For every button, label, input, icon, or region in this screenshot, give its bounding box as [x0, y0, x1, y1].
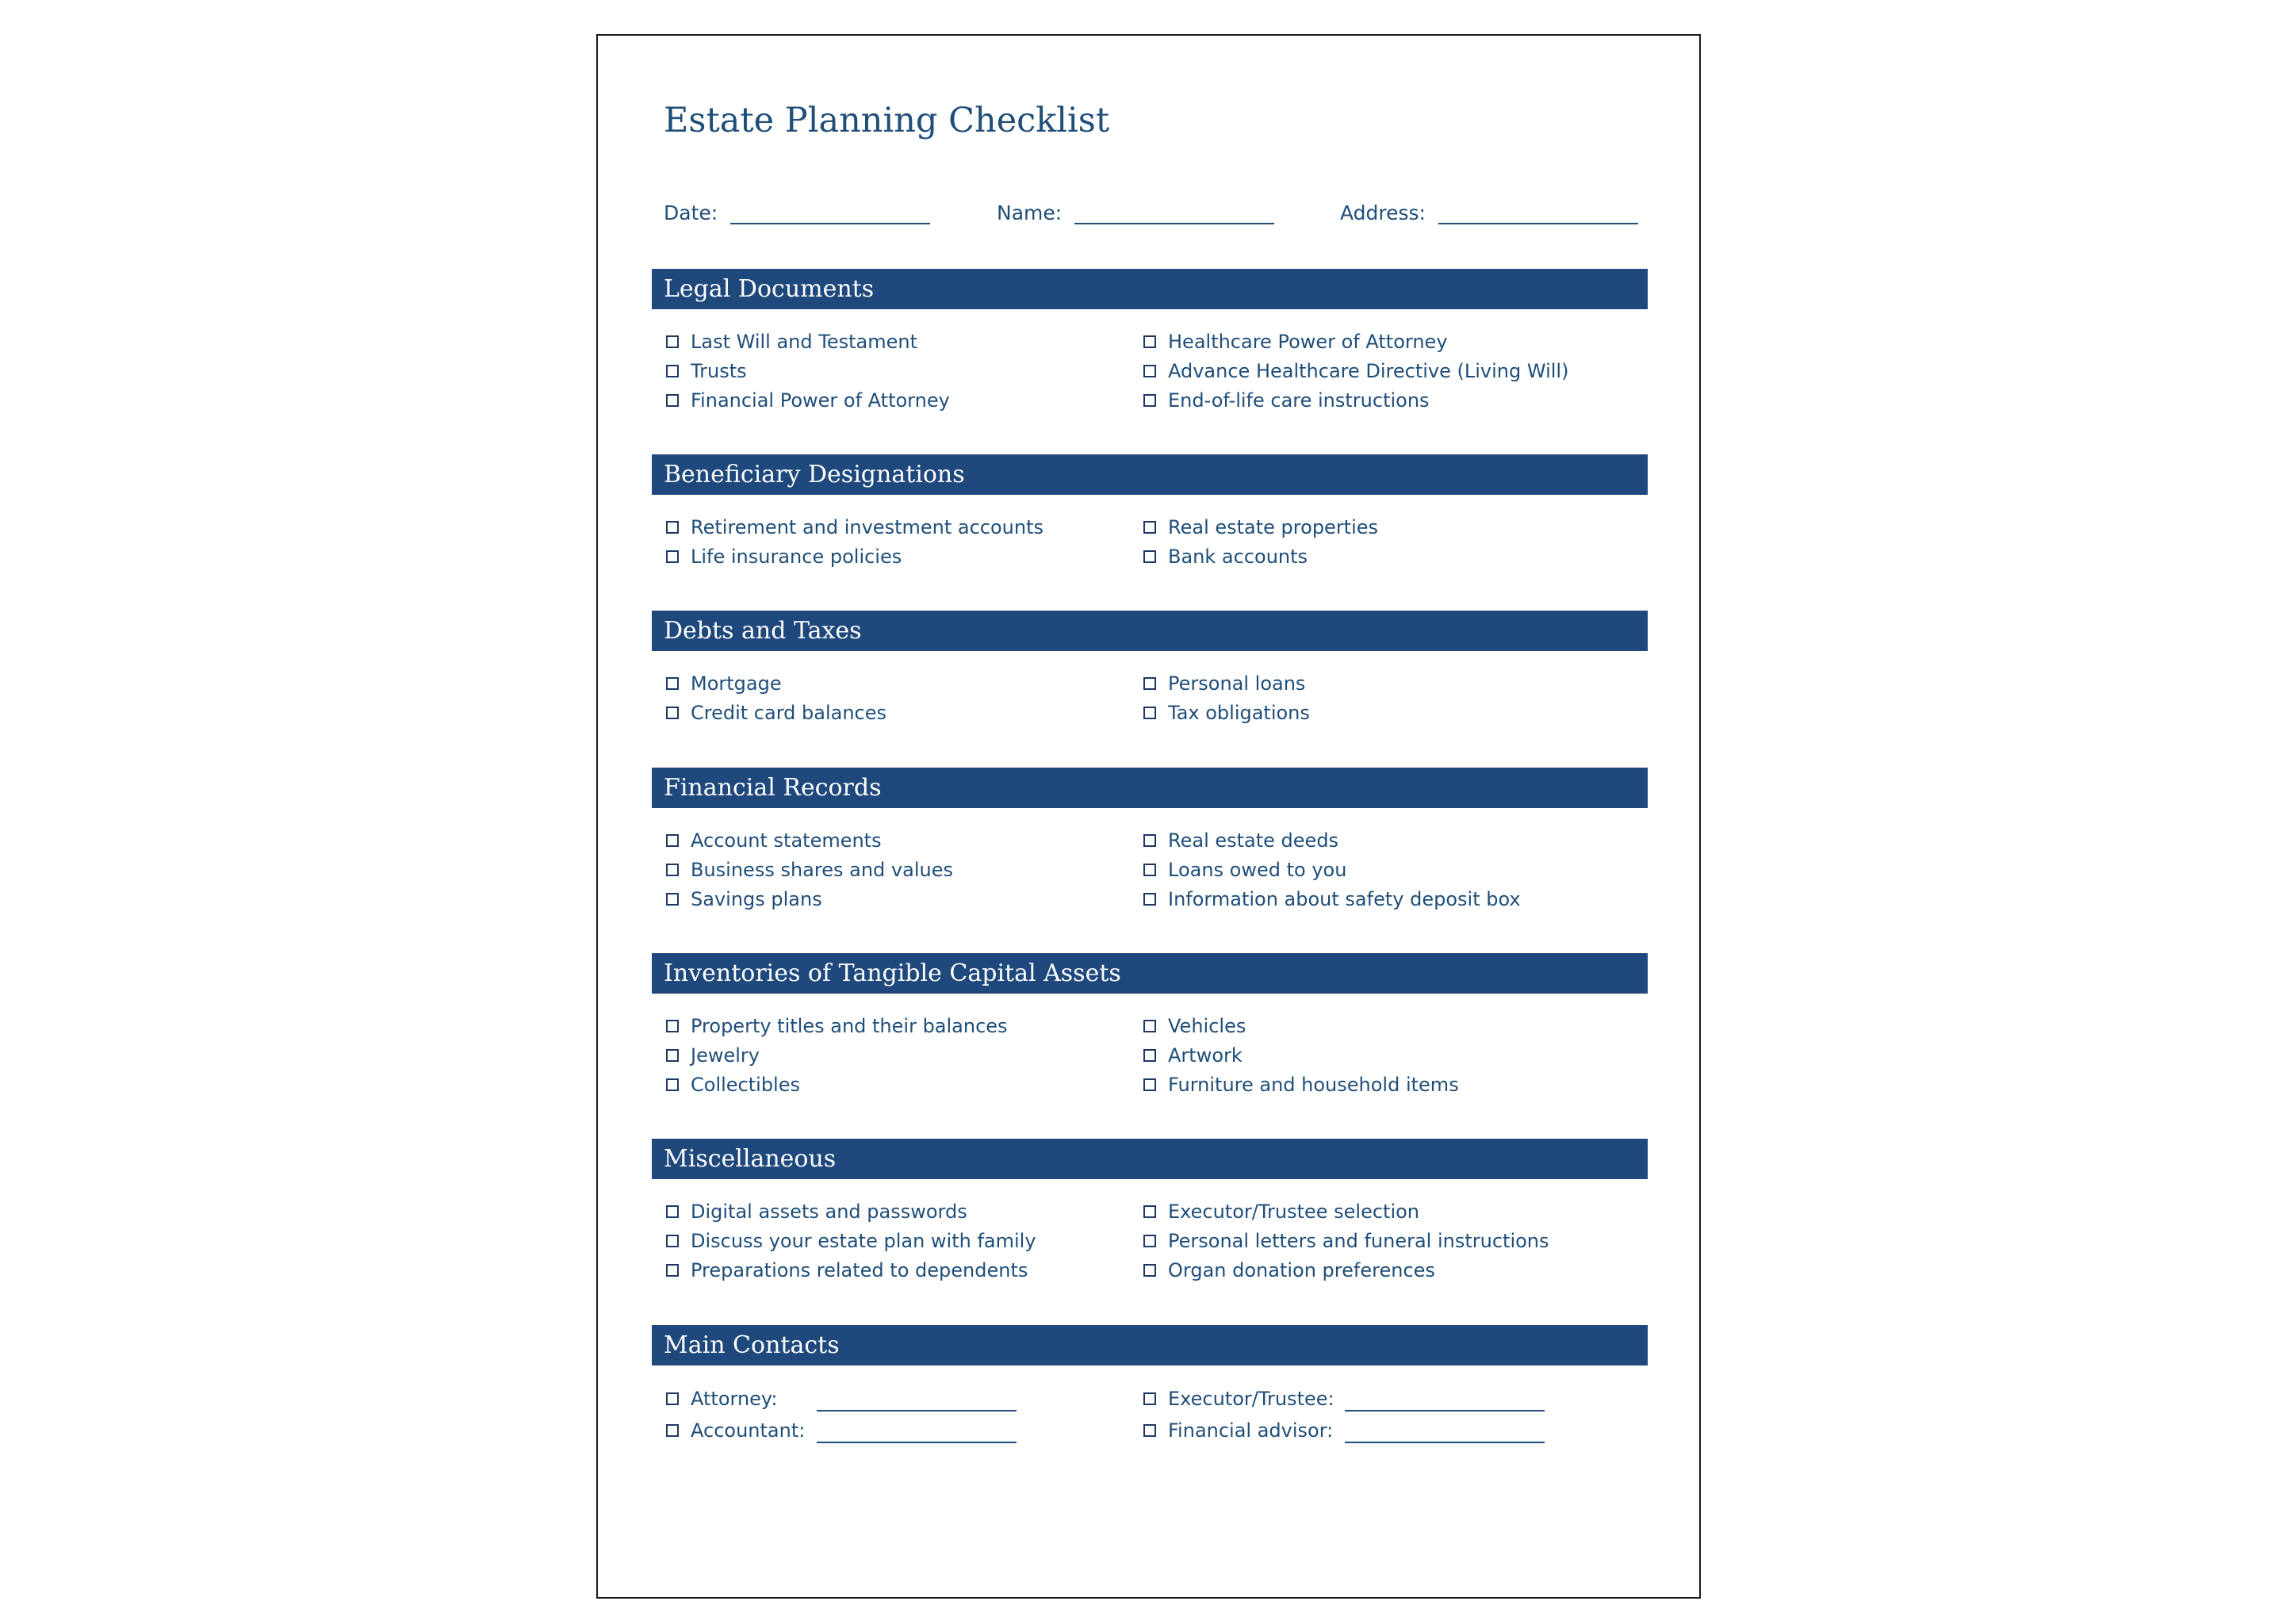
checklist-item[interactable]: Retirement and investment accounts: [666, 512, 1143, 542]
contact-executor-trustee[interactable]: Executor/Trustee:: [1143, 1383, 1619, 1415]
section-beneficiary-designations: [652, 454, 1648, 571]
checkbox-icon[interactable]: [1143, 394, 1156, 407]
checklist-item[interactable]: Personal loans: [1143, 668, 1619, 698]
checkbox-icon[interactable]: [666, 1424, 679, 1437]
checkbox-icon[interactable]: [666, 1392, 679, 1405]
section-financial-records: [652, 768, 1648, 914]
document-page: [596, 34, 1701, 1599]
checkbox-icon[interactable]: [1143, 707, 1156, 719]
checklist-item[interactable]: Digital assets and passwords: [666, 1197, 1143, 1226]
checkbox-icon[interactable]: [1143, 1078, 1156, 1091]
section-debts-and-taxes: [652, 611, 1648, 727]
page-title: Estate Planning Checklist: [664, 101, 1110, 140]
date-field: [664, 201, 930, 224]
checkbox-icon[interactable]: [666, 1264, 679, 1277]
checkbox-icon[interactable]: [1143, 1205, 1156, 1218]
checkbox-icon[interactable]: [1143, 550, 1156, 563]
accountant-line[interactable]: [817, 1419, 1017, 1443]
section-miscellaneous: [652, 1139, 1648, 1285]
checkbox-icon[interactable]: [1143, 834, 1156, 847]
checkbox-icon[interactable]: [666, 864, 679, 876]
checkbox-icon[interactable]: [666, 1020, 679, 1032]
checkbox-icon[interactable]: [666, 707, 679, 719]
checkbox-icon[interactable]: [1143, 893, 1156, 906]
section-header: [652, 1325, 1648, 1365]
section-main-contacts: [652, 1325, 1648, 1446]
section-legal-documents: [652, 269, 1648, 415]
name-label: Name:: [997, 201, 1063, 224]
checklist-item[interactable]: Business shares and values: [666, 855, 1143, 884]
checkbox-icon[interactable]: [1143, 1235, 1156, 1247]
checkbox-icon[interactable]: [666, 394, 679, 407]
section-header: [652, 953, 1648, 994]
checklist-item[interactable]: Credit card balances: [666, 698, 1143, 727]
section-header: [652, 611, 1648, 651]
header-fields: [664, 201, 1647, 232]
section-title: Debts and Taxes: [664, 617, 862, 645]
checklist-item[interactable]: Furniture and household items: [1143, 1070, 1619, 1099]
checklist-item[interactable]: End-of-life care instructions: [1143, 385, 1619, 415]
date-line[interactable]: [730, 201, 930, 224]
checklist-item[interactable]: Savings plans: [666, 884, 1143, 914]
checklist-item[interactable]: Bank accounts: [1143, 542, 1619, 571]
checklist-item[interactable]: Vehicles: [1143, 1011, 1619, 1040]
contact-financial-advisor[interactable]: Financial advisor:: [1143, 1415, 1619, 1446]
checklist-item[interactable]: Personal letters and funeral instructions: [1143, 1226, 1619, 1255]
checkbox-icon[interactable]: [1143, 1264, 1156, 1277]
checklist-item[interactable]: Last Will and Testament: [666, 327, 1143, 356]
checkbox-icon[interactable]: [1143, 335, 1156, 348]
name-line[interactable]: [1074, 201, 1274, 224]
checkbox-icon[interactable]: [666, 550, 679, 563]
checklist-item[interactable]: Healthcare Power of Attorney: [1143, 327, 1619, 356]
checklist-item[interactable]: Organ donation preferences: [1143, 1255, 1619, 1285]
checklist-item[interactable]: Trusts: [666, 356, 1143, 385]
checkbox-icon[interactable]: [666, 1205, 679, 1218]
checkbox-icon[interactable]: [666, 1049, 679, 1062]
address-field: [1340, 201, 1638, 224]
checklist-item[interactable]: Preparations related to dependents: [666, 1255, 1143, 1285]
checklist-item[interactable]: Collectibles: [666, 1070, 1143, 1099]
section-title: Legal Documents: [664, 275, 875, 303]
checklist-item[interactable]: Loans owed to you: [1143, 855, 1619, 884]
checklist-item[interactable]: Account statements: [666, 825, 1143, 855]
checklist-item[interactable]: Information about safety deposit box: [1143, 884, 1619, 914]
checkbox-icon[interactable]: [1143, 1049, 1156, 1062]
section-header: [652, 454, 1648, 495]
checkbox-icon[interactable]: [666, 677, 679, 690]
financial-advisor-line[interactable]: [1345, 1419, 1545, 1443]
checkbox-icon[interactable]: [1143, 1424, 1156, 1437]
name-field: [997, 201, 1274, 224]
checklist-item[interactable]: Discuss your estate plan with family: [666, 1226, 1143, 1255]
checkbox-icon[interactable]: [666, 521, 679, 534]
section-title: Main Contacts: [664, 1331, 840, 1359]
checkbox-icon[interactable]: [666, 1078, 679, 1091]
checklist-item[interactable]: Mortgage: [666, 668, 1143, 698]
section-title: Inventories of Tangible Capital Assets: [664, 959, 1121, 987]
executor-trustee-line[interactable]: [1345, 1388, 1545, 1411]
checkbox-icon[interactable]: [666, 834, 679, 847]
section-title: Financial Records: [664, 774, 882, 802]
checklist-item[interactable]: Tax obligations: [1143, 698, 1619, 727]
checklist-item[interactable]: Advance Healthcare Directive (Living Will): [1143, 356, 1619, 385]
section-header: [652, 269, 1648, 309]
attorney-line[interactable]: [817, 1388, 1017, 1411]
checklist-item[interactable]: Artwork: [1143, 1040, 1619, 1070]
section-header: [652, 1139, 1648, 1179]
section-inventories: [652, 953, 1648, 1099]
checklist-item[interactable]: Real estate properties: [1143, 512, 1619, 542]
checkbox-icon[interactable]: [1143, 677, 1156, 690]
address-line[interactable]: [1438, 201, 1638, 224]
section-header: [652, 768, 1648, 808]
checkbox-icon[interactable]: [1143, 365, 1156, 377]
contact-accountant[interactable]: Accountant:: [666, 1415, 1143, 1446]
address-label: Address:: [1340, 201, 1426, 224]
checkbox-icon[interactable]: [666, 365, 679, 377]
checklist-item[interactable]: Life insurance policies: [666, 542, 1143, 571]
checklist-item[interactable]: Jewelry: [666, 1040, 1143, 1070]
checkbox-icon[interactable]: [666, 1235, 679, 1247]
checklist-item[interactable]: Financial Power of Attorney: [666, 385, 1143, 415]
checkbox-icon[interactable]: [1143, 1392, 1156, 1405]
checkbox-icon[interactable]: [666, 335, 679, 348]
checklist-item[interactable]: Executor/Trustee selection: [1143, 1197, 1619, 1226]
section-title: Beneficiary Designations: [664, 461, 965, 488]
checklist-item[interactable]: Property titles and their balances: [666, 1011, 1143, 1040]
checkbox-icon[interactable]: [666, 893, 679, 906]
section-title: Miscellaneous: [664, 1145, 837, 1173]
checkbox-icon[interactable]: [1143, 1020, 1156, 1032]
checkbox-icon[interactable]: [1143, 521, 1156, 534]
contact-attorney[interactable]: Attorney:: [666, 1383, 1143, 1415]
date-label: Date:: [664, 201, 718, 224]
checkbox-icon[interactable]: [1143, 864, 1156, 876]
checklist-item[interactable]: Real estate deeds: [1143, 825, 1619, 855]
